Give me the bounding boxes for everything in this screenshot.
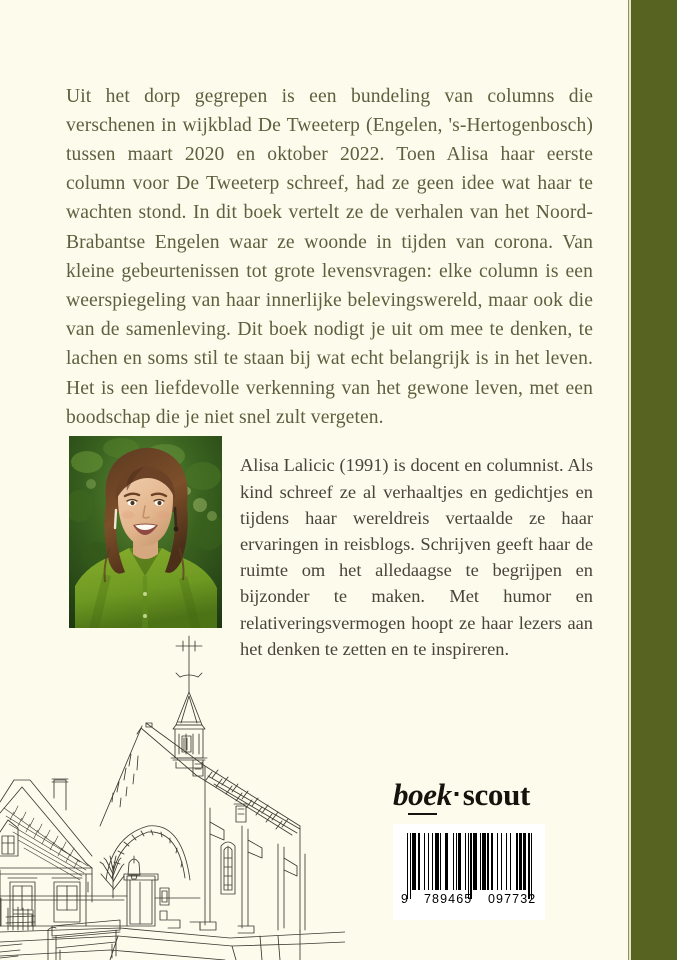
logo-text-boek [393, 777, 452, 815]
spine-green-band [631, 0, 677, 960]
logo-letters-oe-underlined: oe [408, 777, 436, 815]
barcode-digit-group-3: 097732 [488, 892, 537, 906]
barcode-digit-group-2: 789465 [424, 892, 473, 906]
author-bio-text: Alisa Lalicic (1991) is docent en columnist. Als kind schreef ze al verhaaltjes en gedichtjes en tijdens haar wereldreis vertaalde ze haar ervaringen in reisblogs. Schrijven geeft haar de ruimte om het alledaagse te begrijpen en bijzonder te maken. Met humor en relativeringsvermogen hoopt ze haar lezers aan het denken te zetten en te inspireren. [240, 455, 593, 659]
barcode-digits [401, 892, 537, 908]
logo-separator-dot: · [452, 779, 462, 809]
barcode-bars [407, 833, 533, 899]
publisher-logo [393, 779, 530, 810]
logo-letter-b: b [393, 777, 409, 812]
barcode-digit-group-1: 9 [401, 892, 410, 906]
logo-letter-k: k [436, 777, 452, 812]
back-cover-blurb: Uit het dorp gegrepen is een bundeling van columns die verschenen in wijkblad De Tweeterp (Engelen, 's-Hertogenbosch) tussen maart 2020 en oktober 2022. Toen Alisa haar eerste column voor De Tweeterp schreef, had ze geen idee wat haar te wachten stond. In dit boek vertelt ze de verhalen van het Noord-Brabantse Engelen waar ze woonde in tijden van corona. Van kleine gebeurtenissen tot grote levensvragen: elke column is een weerspiegeling van haar innerlijke belevingswereld, maar ook die van de samenleving. Dit boek nodigt je uit om mee te denken, te lachen en soms stil te staan bij wat echt belangrijk is in het leven. Het is een liefdevolle verkenning van het gewone leven, met een boodschap die je niet snel zult vergeten. [66, 85, 593, 428]
logo-text-scout: scout [462, 777, 531, 812]
author-portrait-photo [69, 436, 222, 628]
isbn-barcode [393, 824, 545, 920]
church-illustration [0, 630, 345, 960]
